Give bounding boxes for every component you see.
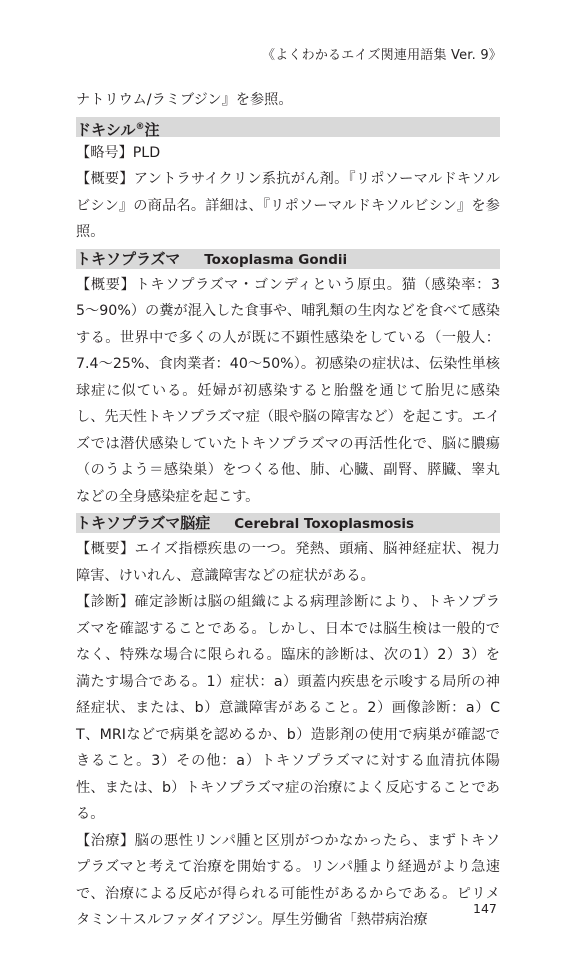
continuation-text: ナトリウム/ラミブジン』を参照。 (76, 92, 293, 108)
page-number: 147 (473, 901, 497, 916)
page-body (76, 87, 500, 934)
treatment-paragraph: 【治療】脳の悪性リンパ腫と区別がつかなかったら、まずトキソプラズマと考えて治療を開始する。リンパ腫より経過がより急速で、治療による反応が得られる可能性があるからである。ピリメタミン＋スルファダイアジン。厚生労働省「熱帯病治療 (76, 832, 500, 928)
diagnosis-paragraph: 【診断】確定診断は脳の組織による病理診断により、トキソプラズマを確認することである。しかし、日本では脳生検は一般的でなく、特殊な場合に限られる。臨床的診断は、次の1）2）3）を満たす場合である。1）症状：a）頭蓋内疾患を示唆する局所の神経症状、または、b）意識障害があること。2）画像診断：a）CT、MRIなどで病巣を認めるか、b）造影剤の使用で病巣が確認できること。3）その他：a）トキソプラズマに対する血清抗体陽性、または、b）トキソプラズマ症の治療によく反応することである。 (76, 594, 500, 822)
overview-paragraph: 【概要】アントラサイクリン系抗がん剤。『リポソーマルドキソルビシン』の商品名。詳細は、『リポソーマルドキソルビシン』を参照。 (76, 171, 500, 240)
term-heading-doxil (76, 117, 500, 137)
term-name-tail: 注 (144, 120, 160, 137)
term-english-name: Cerebral Toxoplasmosis (234, 516, 415, 532)
term-heading-cerebral-toxoplasmosis (76, 513, 500, 533)
term-english-name: Toxoplasma Gondii (204, 251, 348, 268)
term-heading-toxoplasma (76, 249, 500, 269)
registered-mark: ® (135, 121, 145, 132)
abbreviation-paragraph: 【略号】PLD (76, 144, 161, 161)
term-name: ドキシル (76, 120, 136, 137)
overview-paragraph: 【概要】トキソプラズマ・ゴンディという原虫。猫（感染率：35〜90%）の糞が混入した食事や、哺乳類の生肉などを食べて感染する。世界中で多くの人が既に不顕性感染をしている（一般人：7.4〜25%、食肉業者：40〜50%）。初感染の症状は、伝染性単核球症に似ている。妊婦が初感染すると胎盤を通じて胎児に感染し、先天性トキソプラズマ症（眼や脳の障害など）を起こす。エイズでは潜伏感染していたトキソプラズマの再活性化で、脳に膿瘍（のうよう＝感染巣）をつくる他、肺、心臓、副腎、膵臓、睾丸などの全身感染症を起こす。 (76, 276, 500, 505)
term-name: トキソプラズマ (76, 249, 181, 268)
term-name: トキソプラズマ脳症 (76, 514, 211, 532)
running-header: 《よくわかるエイズ関連用語集 Ver. 9》 (262, 48, 502, 63)
overview-paragraph: 【概要】エイズ指標疾患の一つ。発熱、頭痛、脳神経症状、視力障害、けいれん、意識障害などの症状がある。 (76, 541, 500, 584)
